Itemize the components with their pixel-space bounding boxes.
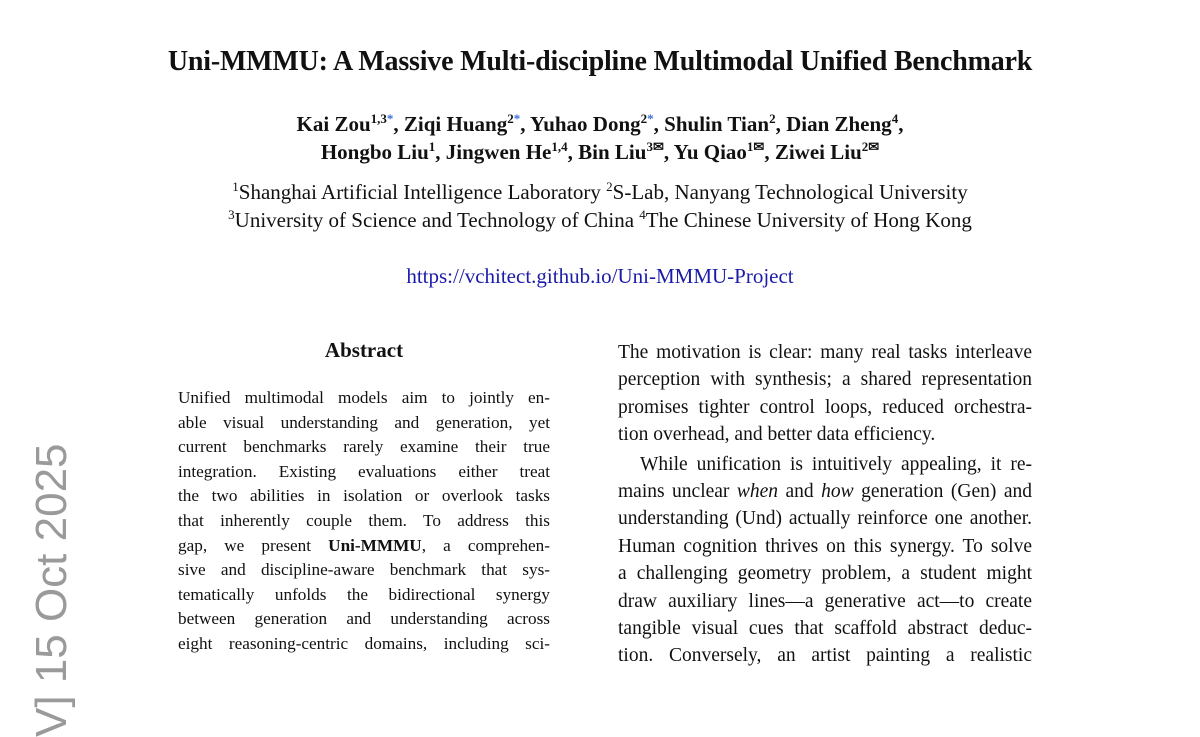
author: Shulin Tian$^2$ [664,111,776,136]
intro-line: perception with synthesis; a shared representation [618,369,1032,391]
abstract-line: tematically unfolds the bidirectional synergy [178,584,550,604]
intro-line: mains unclear when and how generation (Gen) and [618,481,1032,503]
abstract-line: current benchmarks rarely examine their true [178,437,550,457]
author-line-1: Kai Zou$^{1,3*}$, Ziqi Huang$^{2*}$, Yuhao Dong$^{2*}$, Shulin Tian$^2$, Dian Zheng$^4$, [296,111,904,136]
abstract-line: gap, we present Uni-MMMU, a comprehen- [178,535,550,555]
author: Bin Liu$^{3✉}$ [578,139,664,164]
paper-title: Uni-MMMU: A Massive Multi-discipline Multimodal Unified Benchmark [167,46,1033,77]
author: Hongbo Liu$^1$ [320,139,436,164]
author: Ziqi Huang$^{2*}$ [403,111,521,136]
author-line-2: Hongbo Liu$^1$, Jingwen He$^{1,4}$, Bin Liu$^{3✉}$, Yu Qiao$^{1✉}$, Ziwei Liu$^{2✉}$ [320,139,880,164]
intro-line: tion overhead, and better data efficiency. [618,424,936,446]
abstract-body [178,386,550,657]
abstract-line: integration. Existing evaluations either treat [178,461,550,481]
abstract-line: sive and discipline-aware benchmark that sys- [178,560,550,580]
affiliation-line-2: $^3$University of Science and Technology of China $^4$The Chinese University of Hong Kong [228,207,972,232]
author: Ziwei Liu$^{2✉}$ [774,139,880,164]
intro-line: a challenging geometry problem, a student might [618,563,1032,585]
intro-line: While unification is intuitively appealing, it re- [640,453,1032,475]
project-page-link[interactable]: https://vchitect.github.io/Uni-MMMU-Project [406,264,794,288]
author: Jingwen He$^{1,4}$ [445,139,568,164]
abstract-line: that inherently couple them. To address this [178,510,550,530]
intro-line: The motivation is clear: many real tasks interleave [618,342,1032,363]
intro-line: tangible visual cues that scaffold abstract deduc- [618,618,1032,640]
abstract-heading: Abstract [324,338,404,362]
introduction-column [618,339,1032,670]
abstract-line: Unified multimodal models aim to jointly en- [178,388,550,407]
intro-line: Human cognition thrives on this synergy. To solve [618,535,1032,557]
author: Dian Zheng$^4$ [786,111,899,136]
abstract-line: able visual understanding and generation, yet [178,412,550,432]
intro-line: tion. Conversely, an artist painting a realistic [618,645,1032,667]
intro-line: promises tighter control loops, reduced orchestra- [618,396,1032,418]
author-list [0,110,1200,166]
arxiv-side-stamp: V] 15 Oct 2025 [27,443,76,737]
abstract-line: between generation and understanding across [178,609,550,629]
abstract-line: eight reasoning-centric domains, including sci- [178,633,550,653]
intro-line: draw auxiliary lines—a generative act—to create [618,590,1032,612]
author: Yuhao Dong$^{2*}$ [529,111,654,136]
author: Yu Qiao$^{1✉}$ [673,139,765,164]
abstract-line: the two abilities in isolation or overlook tasks [178,486,550,506]
author: Kai Zou$^{1,3*}$ [296,111,394,136]
affiliation-line-1: $^1$Shanghai Artificial Intelligence Laboratory $^2$S-Lab, Nanyang Technological University [232,179,968,204]
affiliations [0,178,1200,234]
benchmark-name: Uni-MMMU [328,535,422,555]
intro-line: understanding (Und) actually reinforce one another. [618,508,1032,530]
